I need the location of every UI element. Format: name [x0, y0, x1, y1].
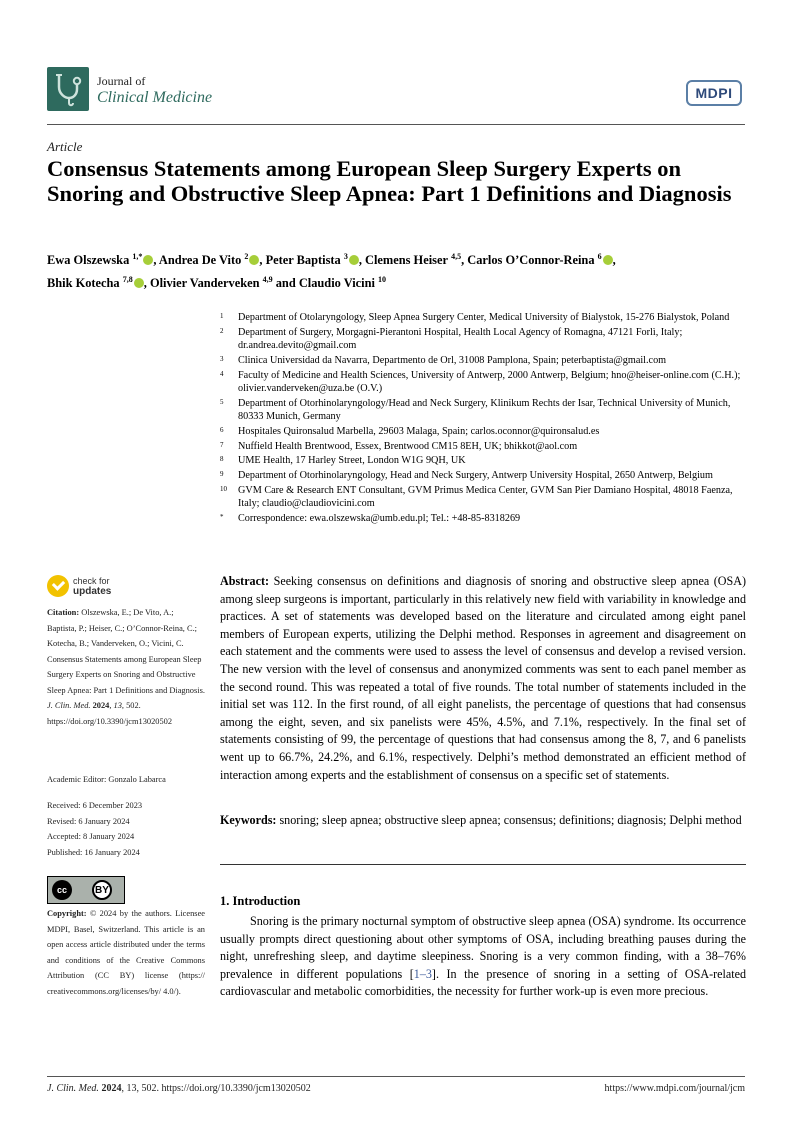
cc-by-license-badge[interactable]: [47, 876, 125, 904]
affiliation-item: 6 Hospitales Quironsalud Marbella, 29603 Malaga, Spain; carlos.oconnor@quironsalud.es: [220, 425, 600, 437]
date-published: Published: 16 January 2024: [47, 847, 140, 857]
author[interactable]: Clemens Heiser $^{4,5}$: [365, 252, 462, 268]
affiliation-item: 7 Nuffield Health Brentwood, Essex, Brentwood CM15 8EH, UK; bhikkot@aol.com: [220, 440, 578, 452]
orcid-icon[interactable]: [249, 255, 259, 265]
introduction-body: [220, 913, 746, 1001]
academic-editor: Academic Editor: Gonzalo Labarca: [47, 775, 166, 784]
author[interactable]: Peter Baptista $^3$: [266, 253, 359, 267]
affiliation-item: 4 Faculty of Medicine and Health Sciences, University of Antwerp, 2000 Antwerp, Belgium; hno@heiser-online.com (C.H.); olivier.vanderveken@uza.be (O.V.): [220, 369, 741, 395]
orcid-icon[interactable]: [603, 255, 613, 265]
author[interactable]: Claudio Vicini $^{10}$: [298, 275, 387, 291]
abstract: Abstract: Seeking consensus on definitions and diagnosis of snoring and obstructive sleep apnea (OSA) among sleep surgeons is important, particularly in this relatively new field with variability in knowledge and practices. A set of statements was developed based on the literature and circulated among eight panel members of European experts, utilizing the Delphi method. Responses in agreement and disagreement on each statement and the comments were used to assess the level of consensus and develop a revised version. The new version with the level of consensus and anonymized comments was sent to each panel member as the second round. This was repeated a total of five rounds. The total number of statements included in the initial set was 112. In the first round, of all eight panelists, the percentage of questions that had consensus among the eight, seven, and six panelists were 45%, 4.5%, and 7.1%, respectively. In the final set of statements consisting of 99, the percentage of questions that had consensus among the 8, 7, and 6 panelists went up to 66.7%, 24.2%, and 6.1%, respectively. Delphi’s method demonstrated an efficient method of interaction among experts and the establishment of consensus on a specific set of statements.: [220, 574, 747, 782]
affiliations: [220, 311, 748, 527]
author[interactable]: Carlos O’Connor-Reina $^6$: [467, 253, 612, 267]
affiliation-item: 3 Clinica Universidad da Navarra, Departmento de Orl, 31008 Pamplona, Spain; peterbaptista@gmail.com: [220, 354, 667, 366]
stethoscope-icon: [47, 67, 89, 111]
citation-block: Citation: Olszewska, E.; De Vito, A.; Baptista, P.; Heiser, C.; O’Connor-Reina, C.; Kotecha, B.; Vanderveken, O.; Vicini, C. Consensus Statements among European Sleep Surgery Experts on Snoring and Obstructive Sleep Apnea: Part 1 Definitions and Diagnosis. J. Clin. Med. 2024, 13, 502. https://doi.org/10.3390/jcm13020502: [47, 608, 205, 726]
affiliation-item: 1 Department of Otolaryngology, Sleep Apnea Surgery Center, Medical University of Bialystok, 15-276 Bialystok, Poland: [220, 312, 730, 323]
attribution-icon: BY: [92, 880, 112, 900]
orcid-icon[interactable]: [143, 255, 153, 265]
mdpi-logo[interactable]: MDPI: [686, 80, 742, 106]
creative-commons-icon: cc: [52, 880, 72, 900]
check-icon: [47, 575, 69, 597]
orcid-icon[interactable]: [134, 278, 144, 288]
correspondence: * Correspondence: ewa.olszewska@umb.edu.pl; Tel.: +48-85-8318269: [220, 512, 521, 524]
dates-block: [47, 798, 205, 860]
date-revised: Revised: 6 January 2024: [47, 816, 130, 826]
footer-divider: [47, 1076, 745, 1077]
footer-citation: J. Clin. Med. 2024, 13, 502. https://doi.org/10.3390/jcm13020502: [47, 1083, 311, 1094]
journal-url-link[interactable]: https://www.mdpi.com/journal/jcm: [604, 1083, 745, 1094]
orcid-icon[interactable]: [349, 255, 359, 265]
author[interactable]: Ewa Olszewska $^{1,*}$: [47, 253, 153, 267]
section-divider: [220, 864, 746, 865]
section-heading-introduction: 1. Introduction: [220, 894, 301, 908]
affiliation-item: 9 Department of Otorhinolaryngology, Head and Neck Surgery, Antwerp University Hospital, 2650 Antwerp, Belgium: [220, 470, 713, 481]
affiliation-item: 10 GVM Care & Research ENT Consultant, GVM Primus Medica Center, GVM San Pier Damiano Hospital, 48018 Faenza, Italy; claudio@claudiovicini.com: [220, 484, 733, 510]
check-for-updates-button[interactable]: check for updates: [47, 575, 111, 597]
article-title: Consensus Statements among European Sleep Surgery Experts on Snoring and Obstructive Sleep Apnea: Part 1 Definitions and Diagnosis: [47, 156, 732, 206]
author[interactable]: Olivier Vanderveken $^{4,9}$: [149, 275, 273, 291]
journal-name-line2: Clinical Medicine: [97, 89, 213, 106]
date-accepted: Accepted: 8 January 2024: [47, 832, 135, 841]
date-received: Received: 6 December 2023: [47, 801, 143, 810]
author[interactable]: Andrea De Vito $^2$: [159, 253, 259, 267]
copyright-block: Copyright: © 2024 by the authors. Licensee MDPI, Basel, Switzerland. This article is an open access article distributed under the terms and conditions of the Creative Commons Attribution (CC BY) license (https:// creativecommons.org/licenses/by/ 4.0/).: [47, 909, 205, 996]
affiliation-item: 2 Department of Surgery, Morgagni-Pierantoni Hospital, Health Local Agency of Romagna, 47121 Forlì, Italy; dr.andrea.devito@gmail.com: [220, 326, 683, 352]
journal-logo: [47, 67, 89, 111]
journal-name-line1: Journal of: [97, 74, 146, 88]
author[interactable]: Bhik Kotecha $^{7,8}$: [47, 276, 144, 290]
author-list: Ewa Olszewska $^{1,*}$ , Andrea De Vito $^2$ , Peter Baptista $^3$ , Clemens Heiser $^{4,5}$, Carlos O’Connor-Reina $^6$ , Bhik Kotecha $^{7,8}$ , Olivier Vanderveken $^{4,9}$ and Claudio Vicini $^{10}$: [47, 252, 616, 291]
article-type: Article: [47, 139, 83, 154]
affiliation-item: 8 UME Health, 17 Harley Street, London W1G 9QH, UK: [220, 455, 466, 467]
paragraph: Snoring is the primary nocturnal symptom of obstructive sleep apnea (OSA) syndrome. Its occurrence usually prompts direct questioning about other symptoms of OSA, including breathing pauses during the night, unrefreshing sleep, and daytime sleepiness. Snoring is a very common finding, with a 38–76% prevalence in different populations [1–3]. In the presence of snoring in a setting of OSA-related cardiovascular and metabolic comorbidities, the necessity for further work-up is even more precious.: [220, 914, 746, 999]
keywords: Keywords: snoring; sleep apnea; obstructive sleep apnea; consensus; definitions; diagnosis; Delphi method: [220, 813, 742, 827]
reference-link[interactable]: 1–3: [413, 966, 432, 981]
affiliation-item: 5 Department of Otorhinolaryngology/Head and Neck Surgery, Klinikum Rechts der Isar, Technical University of Munich, 80333 Munich, Germany: [220, 397, 731, 423]
header-divider: [47, 124, 745, 125]
